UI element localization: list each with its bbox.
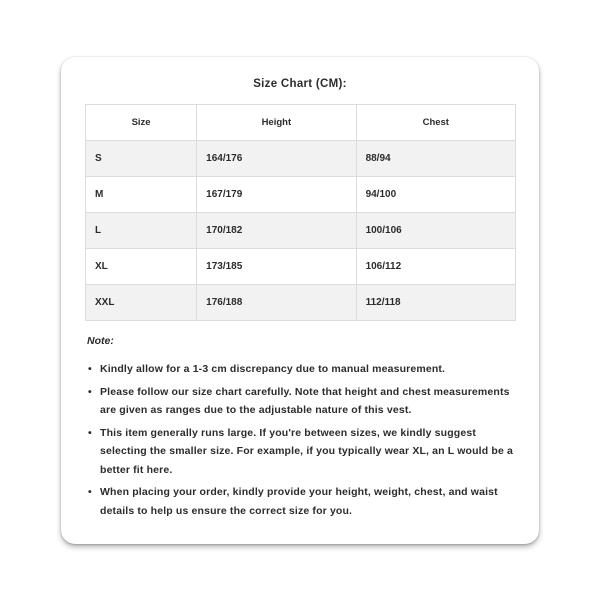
- note-text: When placing your order, kindly provide your height, weight, chest, and waist details to help us ensure the correct size for you.: [100, 486, 498, 517]
- note-text: This item generally runs large. If you're between sizes, we kindly suggest selecting the smaller size. For example, if you typically wear XL, an L would be a better fit here.: [100, 426, 513, 476]
- cell-size: M: [86, 177, 197, 213]
- table-header-row: [86, 105, 516, 141]
- chart-title: Size Chart (CM):: [253, 78, 347, 90]
- list-item: [87, 383, 515, 420]
- list-item: [87, 483, 515, 520]
- header-chest: Chest: [356, 105, 515, 141]
- header-height: Height: [197, 105, 356, 141]
- cell-height: 164/176: [197, 141, 356, 177]
- cell-size: S: [86, 141, 197, 177]
- cell-height: 167/179: [197, 177, 356, 213]
- table-row: [86, 213, 516, 249]
- cell-chest: 106/112: [356, 249, 515, 285]
- cell-chest: 100/106: [356, 213, 515, 249]
- table-row: [86, 177, 516, 213]
- bullet-icon: •: [88, 486, 92, 498]
- list-item: [87, 360, 515, 379]
- cell-height: 170/182: [197, 213, 356, 249]
- cell-chest: 94/100: [356, 177, 515, 213]
- table-row: [86, 141, 516, 177]
- note-label: Note:: [87, 335, 114, 347]
- table-row: [86, 249, 516, 285]
- cell-chest: 88/94: [356, 141, 515, 177]
- notes-list: [87, 360, 515, 524]
- bullet-icon: •: [88, 363, 92, 375]
- cell-size: XXL: [86, 285, 197, 321]
- header-size: Size: [86, 105, 197, 141]
- bullet-icon: •: [88, 385, 92, 398]
- cell-chest: 112/118: [356, 285, 515, 321]
- cell-height: 176/188: [197, 285, 356, 321]
- cell-height: 173/185: [197, 249, 356, 285]
- table-row: [86, 285, 516, 321]
- note-text: Kindly allow for a 1-3 cm discrepancy due to manual measurement.: [100, 363, 446, 375]
- list-item: [87, 424, 515, 480]
- size-chart-card: [61, 57, 539, 544]
- cell-size: XL: [86, 249, 197, 285]
- size-table: [85, 104, 516, 321]
- note-text: Please follow our size chart carefully. Note that height and chest measurements are given as ranges due to the adjustable nature of this vest.: [100, 385, 510, 416]
- bullet-icon: •: [88, 426, 92, 439]
- cell-size: L: [86, 213, 197, 249]
